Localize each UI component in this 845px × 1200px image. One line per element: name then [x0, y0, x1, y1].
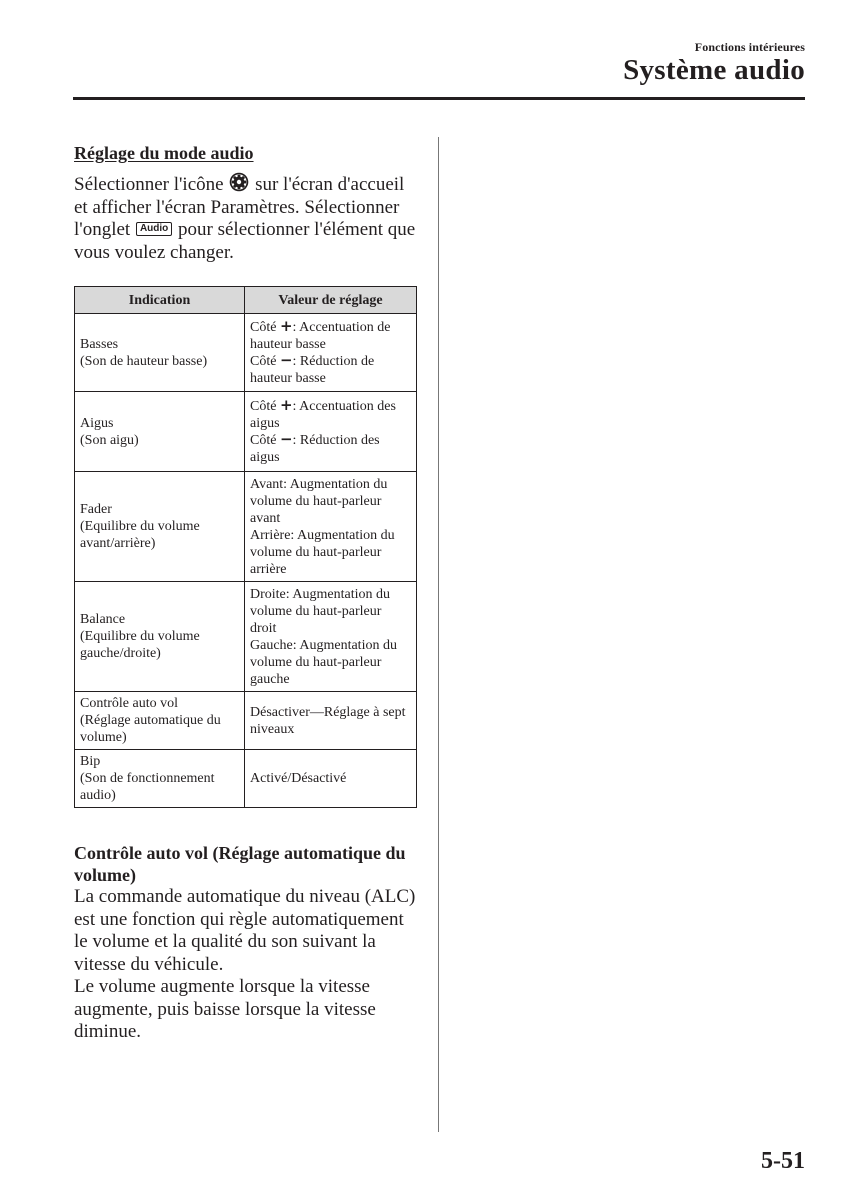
indication-cell	[75, 314, 245, 392]
plus-icon: +	[279, 395, 293, 414]
table-header-row	[75, 287, 417, 314]
alc-heading: Contrôle auto vol (Réglage automatique du volume)	[74, 843, 406, 885]
page-number: 5-51	[761, 1148, 805, 1174]
indication-desc: (Son de hauteur basse)	[80, 353, 208, 369]
column-header-indication: Indication	[75, 287, 245, 314]
gear-icon	[229, 172, 249, 192]
indication-name: Bip	[80, 754, 101, 769]
left-column	[74, 142, 416, 1044]
value-prefix: Côté	[250, 353, 280, 369]
value-cell	[245, 314, 417, 392]
value-text: : Accentuation des aigus	[250, 398, 396, 431]
indication-cell	[75, 692, 245, 750]
value-cell	[245, 692, 417, 750]
indication-desc: (Réglage automatique du volume)	[80, 713, 221, 745]
value-line: Gauche: Augmentation du volume du haut-parleur gauche	[250, 637, 397, 687]
value-cell	[245, 472, 417, 582]
minus-icon: −	[279, 429, 293, 448]
indication-cell	[75, 582, 245, 692]
value-line	[250, 350, 411, 387]
header-section-label: Fonctions intérieures	[694, 40, 805, 54]
column-divider	[438, 137, 439, 1132]
indication-desc: (Son de fonctionnement audio)	[80, 771, 215, 803]
header-rule	[73, 97, 805, 100]
settings-table	[74, 286, 417, 808]
table-row	[75, 692, 417, 750]
intro-paragraph	[74, 172, 416, 264]
indication-cell	[75, 750, 245, 808]
indication-cell	[75, 392, 245, 472]
value-text: : Réduction de hauteur basse	[250, 353, 375, 386]
value-cell	[245, 750, 417, 808]
table-row	[75, 314, 417, 392]
page-title: Système audio	[623, 54, 805, 86]
value-line	[250, 395, 411, 432]
table-row	[75, 392, 417, 472]
value-prefix: Côté	[250, 398, 280, 414]
value-text: : Réduction des aigus	[250, 432, 380, 465]
indication-cell	[75, 472, 245, 582]
value-prefix: Côté	[250, 432, 280, 448]
table-row	[75, 750, 417, 808]
indication-name: Fader	[80, 502, 112, 517]
indication-desc: (Son aigu)	[80, 432, 139, 448]
value-line	[250, 429, 411, 466]
alc-paragraph-1: La commande automatique du niveau (ALC) est une fonction qui règle automatiquement le volume et la qualité du son suivant la vitesse du véhicule.	[74, 886, 416, 975]
section-heading: Réglage du mode audio	[74, 143, 254, 163]
value-cell	[245, 392, 417, 472]
value-line: Avant: Augmentation du volume du haut-parleur avant	[250, 476, 388, 526]
audio-tab-icon: Audio	[136, 222, 172, 236]
minus-icon: −	[279, 350, 293, 369]
plus-icon: +	[279, 316, 293, 335]
indication-desc: (Equilibre du volume gauche/droite)	[80, 629, 200, 661]
value-line: Activé/Désactivé	[250, 771, 347, 786]
value-line: Droite: Augmentation du volume du haut-parleur droit	[250, 586, 390, 636]
alc-paragraph-2: Le volume augmente lorsque la vitesse augmente, puis baisse lorsque la vitesse diminue.	[74, 976, 376, 1042]
intro-text-3: pour sélectionner l'élément que vous voulez changer.	[74, 219, 416, 263]
indication-name: Aigus	[80, 415, 114, 431]
indication-name: Basses	[80, 336, 119, 352]
value-cell	[245, 582, 417, 692]
value-text: : Accentuation de hauteur basse	[250, 319, 391, 352]
value-line	[250, 316, 411, 353]
indication-desc: (Equilibre du volume avant/arrière)	[80, 519, 200, 551]
indication-name: Balance	[80, 612, 126, 627]
indication-name: Contrôle auto vol	[80, 696, 178, 711]
value-prefix: Côté	[250, 319, 280, 335]
intro-text-1: Sélectionner l'icône	[74, 174, 224, 195]
value-line: Arrière: Augmentation du volume du haut-parleur arrière	[250, 527, 395, 577]
column-header-value: Valeur de réglage	[245, 287, 417, 314]
intro-text-2: sur l'écran d'accueil et afficher l'écran Paramètres. Sélectionner l'onglet	[74, 174, 405, 240]
table-row	[75, 472, 417, 582]
table-row	[75, 582, 417, 692]
value-line: Désactiver—Réglage à sept niveaux	[250, 704, 406, 737]
